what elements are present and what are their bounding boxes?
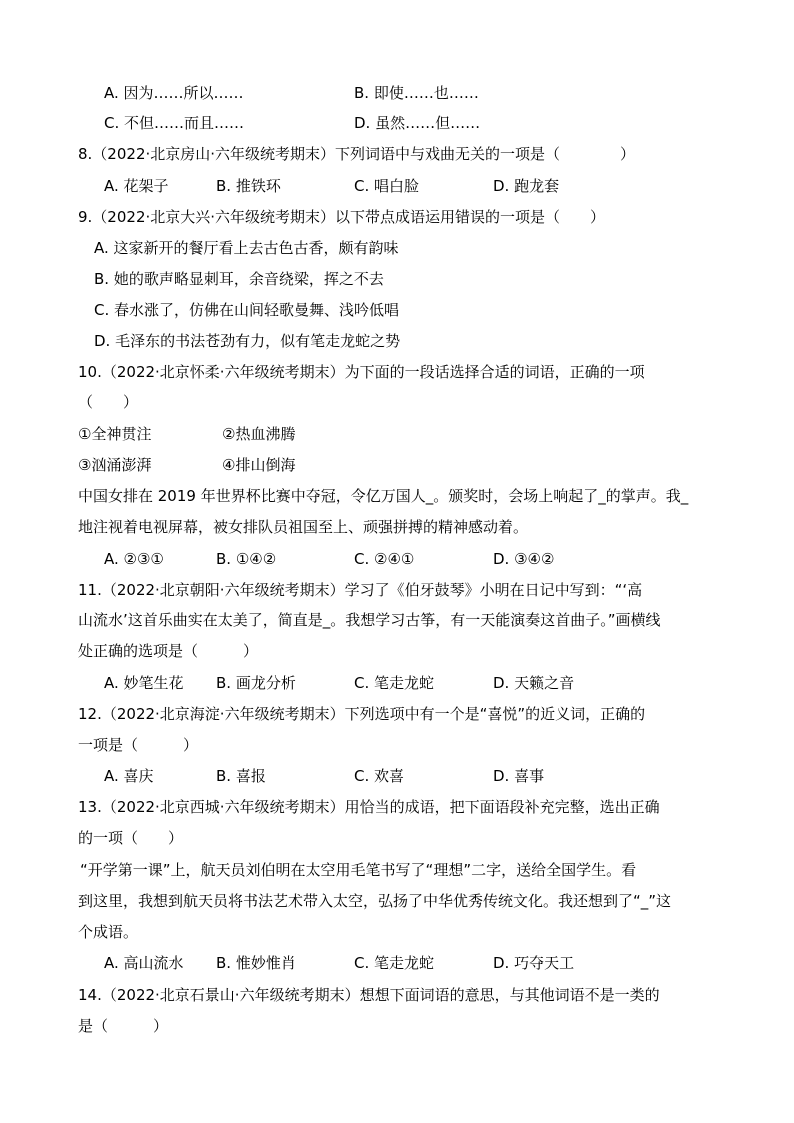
q13-option-d: D. 巧夺天工	[493, 954, 575, 972]
q13-stem-line-2: 的一项（ ）	[78, 829, 184, 847]
q8-option-b: B. 推铁环	[216, 177, 281, 195]
q13-option-c: C. 笔走龙蛇	[354, 954, 435, 972]
q10-option-b: B. ①④②	[216, 550, 277, 568]
q12-stem-line-2: 一项是（ ）	[78, 736, 199, 754]
q9-option-a: A. 这家新开的餐厅看上去古色古香，颇有韵味	[94, 239, 399, 257]
q13-passage-line-3: 个成语。	[78, 923, 139, 941]
q10-word-3: ③汹涌澎湃	[78, 456, 152, 474]
q11-stem-line-1: 11.（2022·北京朝阳·六年级统考期末）学习了《伯牙鼓琴》小明在日记中写到：“‘高	[78, 581, 643, 599]
q12-option-a: A. 喜庆	[104, 767, 154, 785]
q12-stem-line-1: 12.（2022·北京海淀·六年级统考期末）下列选项中有一个是“喜悦”的近义词，正确的	[78, 705, 646, 723]
q9-option-c: C. 春水涨了，仿佛在山间轻歌曼舞、浅吟低唱	[94, 301, 400, 319]
q13-option-a: A. 高山流水	[104, 954, 184, 972]
q10-word-4: ④排山倒海	[222, 456, 296, 474]
q13-option-b: B. 惟妙惟肖	[216, 954, 296, 972]
q11-option-b: B. 画龙分析	[216, 674, 296, 692]
q7-option-c: C. 不但……而且……	[104, 114, 245, 132]
q10-passage-line-2: 地注视着电视屏幕，被女排队员祖国至上、顽强拼搏的精神感动着。	[78, 518, 529, 536]
q13-passage-line-1: “开学第一课”上，航天员刘伯明在太空用毛笔书写了“理想”二字，送给全国学生。看	[80, 861, 637, 879]
q11-stem-line-3: 处正确的选项是（ ）	[78, 642, 259, 660]
q10-word-2: ②热血沸腾	[222, 425, 296, 443]
q7-option-d: D. 虽然……但……	[354, 114, 481, 132]
q13-stem-line-1: 13.（2022·北京西城·六年级统考期末）用恰当的成语，把下面语段补充完整，选出正确	[78, 798, 660, 816]
q9-option-b: B. 她的歌声略显刺耳，余音绕梁，挥之不去	[94, 270, 384, 288]
q10-option-d: D. ③④②	[493, 550, 555, 568]
q8-option-d: D. 跑龙套	[493, 177, 560, 195]
q8-option-a: A. 花架子	[104, 177, 169, 195]
q10-stem-bracket: （ ）	[78, 393, 139, 411]
q9-stem: 9.（2022·北京大兴·六年级统考期末）以下带点成语运用错误的一项是（ ）	[78, 208, 606, 226]
q12-option-d: D. 喜事	[493, 767, 545, 785]
q8-option-c: C. 唱白脸	[354, 177, 420, 195]
q10-word-1: ①全神贯注	[78, 425, 152, 443]
q11-option-c: C. 笔走龙蛇	[354, 674, 435, 692]
q10-option-c: C. ②④①	[354, 550, 415, 568]
q11-option-a: A. 妙笔生花	[104, 674, 184, 692]
q12-option-b: B. 喜报	[216, 767, 266, 785]
q14-stem-line-2: 是（ ）	[78, 1017, 169, 1035]
q11-option-d: D. 天籁之音	[493, 674, 575, 692]
q7-option-a: A. 因为……所以……	[104, 84, 244, 102]
q13-passage-line-2: 到这里，我想到航天员将书法艺术带入太空，弘扬了中华优秀传统文化。我还想到了“_”这	[78, 892, 672, 910]
q9-option-d: D. 毛泽东的书法苍劲有力，似有笔走龙蛇之势	[94, 332, 401, 350]
q10-passage-line-1: 中国女排在 2019 年世界杯比赛中夺冠，令亿万国人_。颁奖时，会场上响起了_的掌声。我_	[78, 487, 689, 505]
q7-option-b: B. 即使……也……	[354, 84, 479, 102]
q11-stem-line-2: 山流水’这首乐曲实在太美了，简直是_。我想学习古筝，有一天能演奏这首曲子。”画横线	[78, 611, 661, 629]
q8-stem: 8.（2022·北京房山·六年级统考期末）下列词语中与戏曲无关的一项是（ ）	[78, 145, 636, 163]
q14-stem-line-1: 14.（2022·北京石景山·六年级统考期末）想想下面词语的意思，与其他词语不是一类的	[78, 986, 660, 1004]
q10-option-a: A. ②③①	[104, 550, 164, 568]
q12-option-c: C. 欢喜	[354, 767, 405, 785]
q10-stem: 10.（2022·北京怀柔·六年级统考期末）为下面的一段话选择合适的词语，正确的一项	[78, 363, 645, 381]
